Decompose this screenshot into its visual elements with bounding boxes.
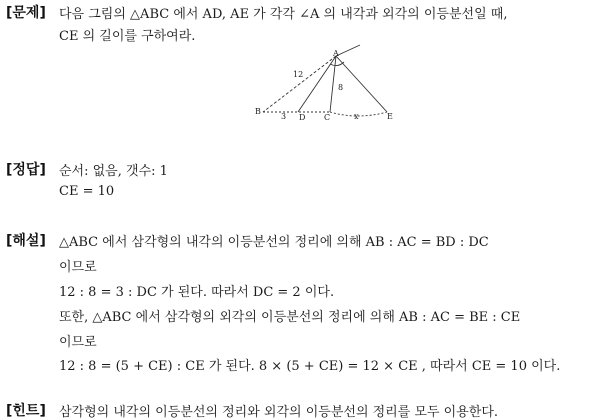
length-bd-label: 3 bbox=[281, 112, 287, 121]
hint-label: [힌트] bbox=[6, 403, 46, 419]
explanation-line-6: 12 : 8 = (5 + CE) : CE 가 된다. 8 × (5 + CE) = 12 × CE , 따라서 CE = 10 이다. bbox=[59, 359, 561, 374]
triangle-figure bbox=[248, 44, 408, 124]
hint-line-1: 삼각형의 내각의 이등분선의 정리와 외각의 이등분선의 정리를 모두 이용한다. bbox=[59, 405, 499, 420]
segment-ae-extension bbox=[336, 45, 360, 56]
point-a-label: A bbox=[333, 49, 339, 58]
problem-line-2: CE 의 길이를 구하여라. bbox=[59, 29, 196, 44]
explanation-line-2: 이므로 bbox=[59, 260, 97, 275]
point-e-label: E bbox=[387, 112, 393, 121]
point-b-label: B bbox=[255, 107, 261, 116]
explanation-line-3: 12 : 8 = 3 : DC 가 된다. 따라서 DC = 2 이다. bbox=[59, 285, 335, 300]
explanation-label: [해설] bbox=[6, 233, 46, 249]
point-c-label: C bbox=[324, 113, 331, 122]
length-ce-label: x bbox=[354, 112, 359, 121]
length-ab-label: 12 bbox=[293, 70, 304, 79]
segment-ab bbox=[263, 56, 336, 112]
point-d-label: D bbox=[299, 113, 306, 122]
explanation-line-5: 이므로 bbox=[59, 335, 97, 350]
problem-line-1: 다음 그림의 △ABC 에서 AD, AE 가 각각 ∠A 의 내각과 외각의 이등분선일 때, bbox=[59, 7, 508, 22]
answer-label: [정답] bbox=[6, 162, 46, 178]
answer-line-2: CE = 10 bbox=[59, 184, 115, 199]
problem-label: [문제] bbox=[6, 5, 46, 21]
answer-line-1: 순서: 없음, 갯수: 1 bbox=[59, 164, 168, 179]
segment-ae bbox=[336, 56, 387, 112]
length-ac-label: 8 bbox=[338, 83, 344, 92]
explanation-line-1: △ABC 에서 삼각형의 내각의 이등분선의 정리에 의해 AB : AC = BD : DC bbox=[59, 235, 489, 250]
explanation-line-4: 또한, △ABC 에서 삼각형의 외각의 이등분선의 정리에 의해 AB : AC = BE : CE bbox=[59, 310, 521, 325]
